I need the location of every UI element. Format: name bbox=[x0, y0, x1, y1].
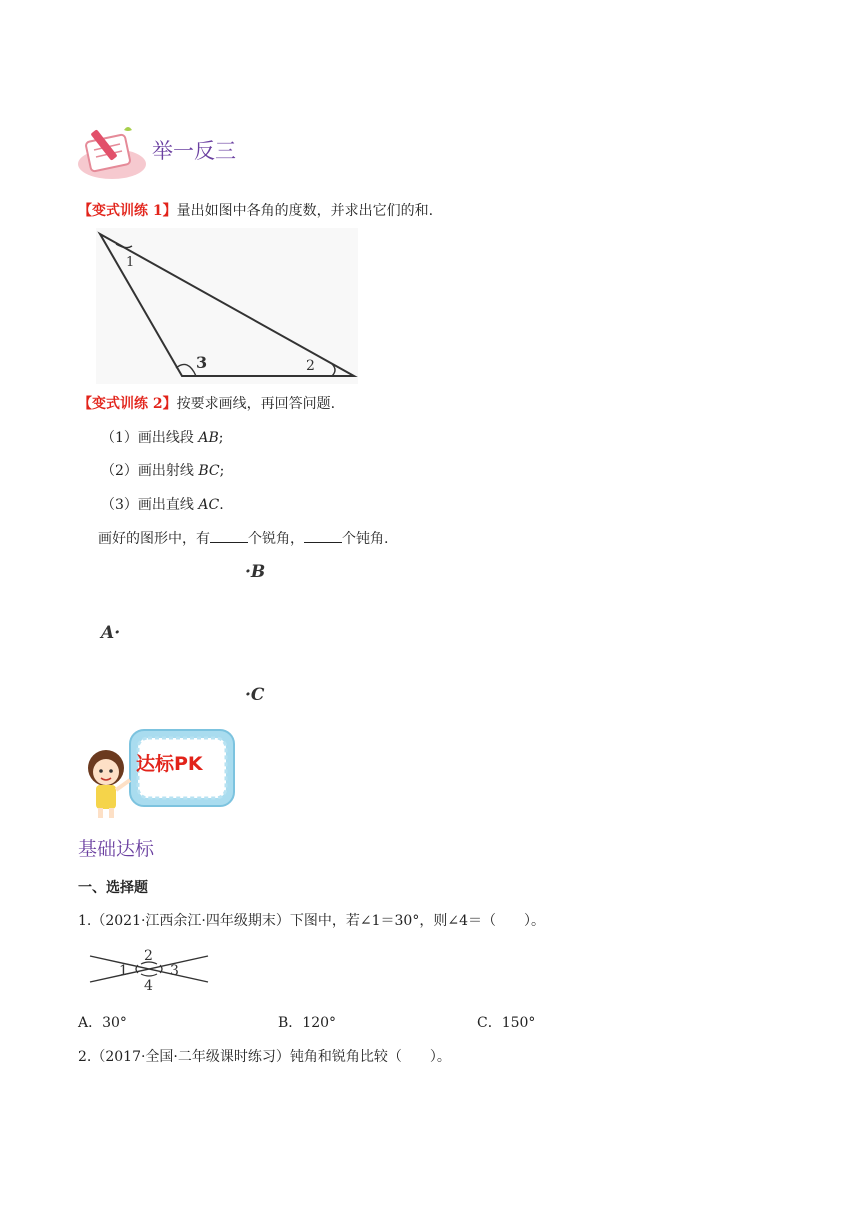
section-pencil-icon bbox=[74, 124, 152, 184]
exercise-2-item-3: （3）画出直线 AC. bbox=[101, 497, 224, 513]
angle-label-1: 1 bbox=[126, 255, 135, 270]
exercise-2-line bbox=[78, 394, 335, 414]
part-heading: 一、选择题 bbox=[78, 880, 148, 896]
exercise-2-item-2: （2）画出射线 BC; bbox=[101, 463, 225, 479]
question-1: 1.（2021·江西余江·四年级期末）下图中，若∠1＝30°，则∠4＝（ ）。 bbox=[78, 913, 545, 929]
angle-label-2: 2 bbox=[306, 358, 315, 374]
point-b: ·B bbox=[245, 562, 266, 582]
point-c: ·C bbox=[245, 685, 265, 705]
exercise-1-text: 量出如图中各角的度数，并求出它们的和. bbox=[176, 203, 434, 219]
section-title-2: 基础达标 bbox=[78, 838, 155, 860]
angle-label-3: 3 bbox=[196, 353, 208, 372]
exercise-2-question: 画好的图形中，有 个锐角， 个钝角. bbox=[98, 528, 388, 549]
exercise-2-text: 按要求画线，再回答问题. bbox=[176, 396, 336, 412]
figure-label-1: 1 bbox=[119, 963, 128, 979]
option-c[interactable]: C．150° bbox=[477, 1015, 536, 1031]
exercise-2-item-1: （1）画出线段 AB; bbox=[101, 430, 224, 446]
badge-text: 达标PK bbox=[136, 753, 203, 775]
figure-label-4: 4 bbox=[144, 978, 153, 992]
answer-blank-obtuse[interactable] bbox=[304, 528, 342, 543]
triangle-figure bbox=[96, 228, 358, 384]
exercise-1-tag: 【变式训练 1】 bbox=[78, 203, 177, 219]
figure-label-3: 3 bbox=[170, 963, 179, 979]
point-a: A· bbox=[101, 623, 121, 643]
exercise-1-line bbox=[78, 201, 433, 221]
exercise-2-tag: 【变式训练 2】 bbox=[78, 396, 177, 412]
figure-label-2: 2 bbox=[144, 948, 153, 964]
answer-blank-acute[interactable] bbox=[210, 528, 248, 543]
section-title-1: 举一反三 bbox=[152, 139, 236, 163]
question-2: 2.（2017·全国·二年级课时练习）钝角和锐角比较（ ）。 bbox=[78, 1049, 451, 1065]
crossing-lines-figure bbox=[86, 946, 212, 992]
option-a[interactable]: A．30° bbox=[78, 1015, 127, 1031]
option-b[interactable]: B．120° bbox=[278, 1015, 337, 1031]
